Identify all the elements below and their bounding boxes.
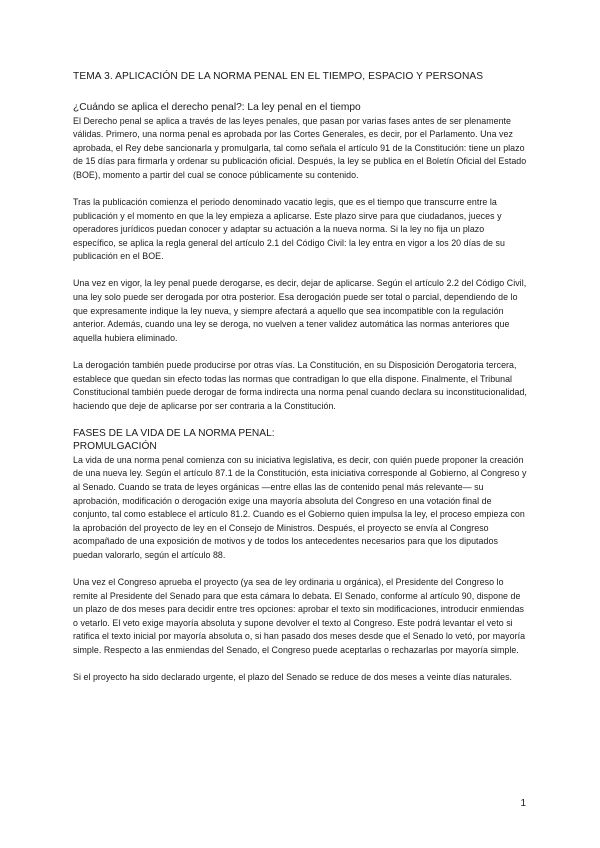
paragraph: Si el proyecto ha sido declarado urgente, el plazo del Senado se reduce de dos meses a veinte días naturales. <box>73 672 513 683</box>
paragraph: Una vez en vigor, la ley penal puede derogarse, es decir, dejar de aplicarse. Según el artículo 2.2 del Código Civil, una ley solo puede ser derogada por otra posterior. Esa derogación puede ser total o parcial, dependiendo de lo que expresamente indique la ley nueva, y siempre afectará a aquello que sea incompatible con la regulación anterior. Además, cuando una ley se deroga, no vuelven a tener validez automática las normas anteriores que aquella hubiera eliminado. <box>73 278 527 343</box>
page-number: 1 <box>520 798 526 809</box>
document-title: TEMA 3. APLICACIÓN DE LA NORMA PENAL EN EL TIEMPO, ESPACIO Y PERSONAS <box>73 71 484 82</box>
section-phases-block <box>73 427 528 685</box>
paragraph: Tras la publicación comienza el periodo denominado vacatio legis, que es el tiempo que transcurre entre la publicación y el momento en que la ley empieza a aplicarse. Este plazo sirve para que ciudadanos, jueces y operadores jurídicos puedan conocer y adaptar su actuación a la nueva norma. Si la ley no fija un plazo específico, se aplica la regla general del artículo 2.1 del Código Civil: la ley entra en vigor a los 20 días de su publicación en el BOE. <box>73 196 505 262</box>
section-heading-time: ¿Cuándo se aplica el derecho penal?: La ley penal en el tiempo <box>73 102 361 113</box>
paragraph: La derogación también puede producirse por otras vías. La Constitución, en su Disposición Derogatoria tercera, establece que quedan sin efecto todas las normas que contradigan lo que ella dispone. Finalmente, el Tribunal Constitucional también puede derogar de forma indirecta una norma penal cuando declara su inconstitucionalidad, haciendo que deje de aplicarse por ser contraria a la Constitución. <box>73 359 527 411</box>
section-time-block <box>73 101 528 413</box>
paragraph: El Derecho penal se aplica a través de las leyes penales, que pasan por varias fases antes de ser plenamente válidas. Primero, una norma penal es aprobada por las Cortes Generales, es decir, por el Parlamento. Una vez aprobada, el Rey debe sancionarla y promulgarla, tal como señala el artículo 91 de la Constitución: tiene un plazo de 15 días para firmarla y ordenar su publicación oficial. Después, la ley se publica en el Boletín Oficial del Estado (BOE), momento a partir del cual se conoce públicamente su contenido. <box>73 115 527 180</box>
section-heading-phases: FASES DE LA VIDA DE LA NORMA PENAL: <box>73 427 275 439</box>
paragraph: Una vez el Congreso aprueba el proyecto (ya sea de ley ordinaria u orgánica), el Presidente del Congreso lo remite al Presidente del Senado para que esta cámara lo debata. El Senado, conforme al artículo 90, dispone de un plazo de dos meses para decidir entre tres opciones: aprobar el texto sin modificaciones, introducir enmiendas o vetarlo. El veto exige mayoría absoluta y supone devolver el texto al Congreso. Este podrá levantar el veto si ratifica el texto inicial por mayoría absoluta o, si han pasado dos meses desde que el Senado lo vetó, por mayoría simple. Respecto a las enmiendas del Senado, el Congreso puede aceptarlas o rechazarlas por mayoría simple. <box>73 577 526 655</box>
subheading-promulgation: PROMULGACIÓN <box>73 441 157 453</box>
paragraph: La vida de una norma penal comienza con su iniciativa legislativa, es decir, con quién puede proponer la creación de una nueva ley. Según el artículo 87.1 de la Constitución, esta iniciativa corresponde al Gobierno, al Congreso y al Senado. Cuando se trata de leyes orgánicas —entre ellas las de contenido penal más relevante— su aprobación, modificación o derogación exige una mayoría absoluta del Congreso en una votación final de conjunto, tal como establece el artículo 81.2. Cuando es el Gobierno quien impulsa la ley, el proceso empieza con la aprobación del proyecto de ley en el Consejo de Ministros. Después, el proyecto se envía al Congreso acompañado de una exposición de motivos y de todos los antecedentes necesarios para que los diputados puedan valorarlo, según el artículo 88. <box>73 454 527 560</box>
